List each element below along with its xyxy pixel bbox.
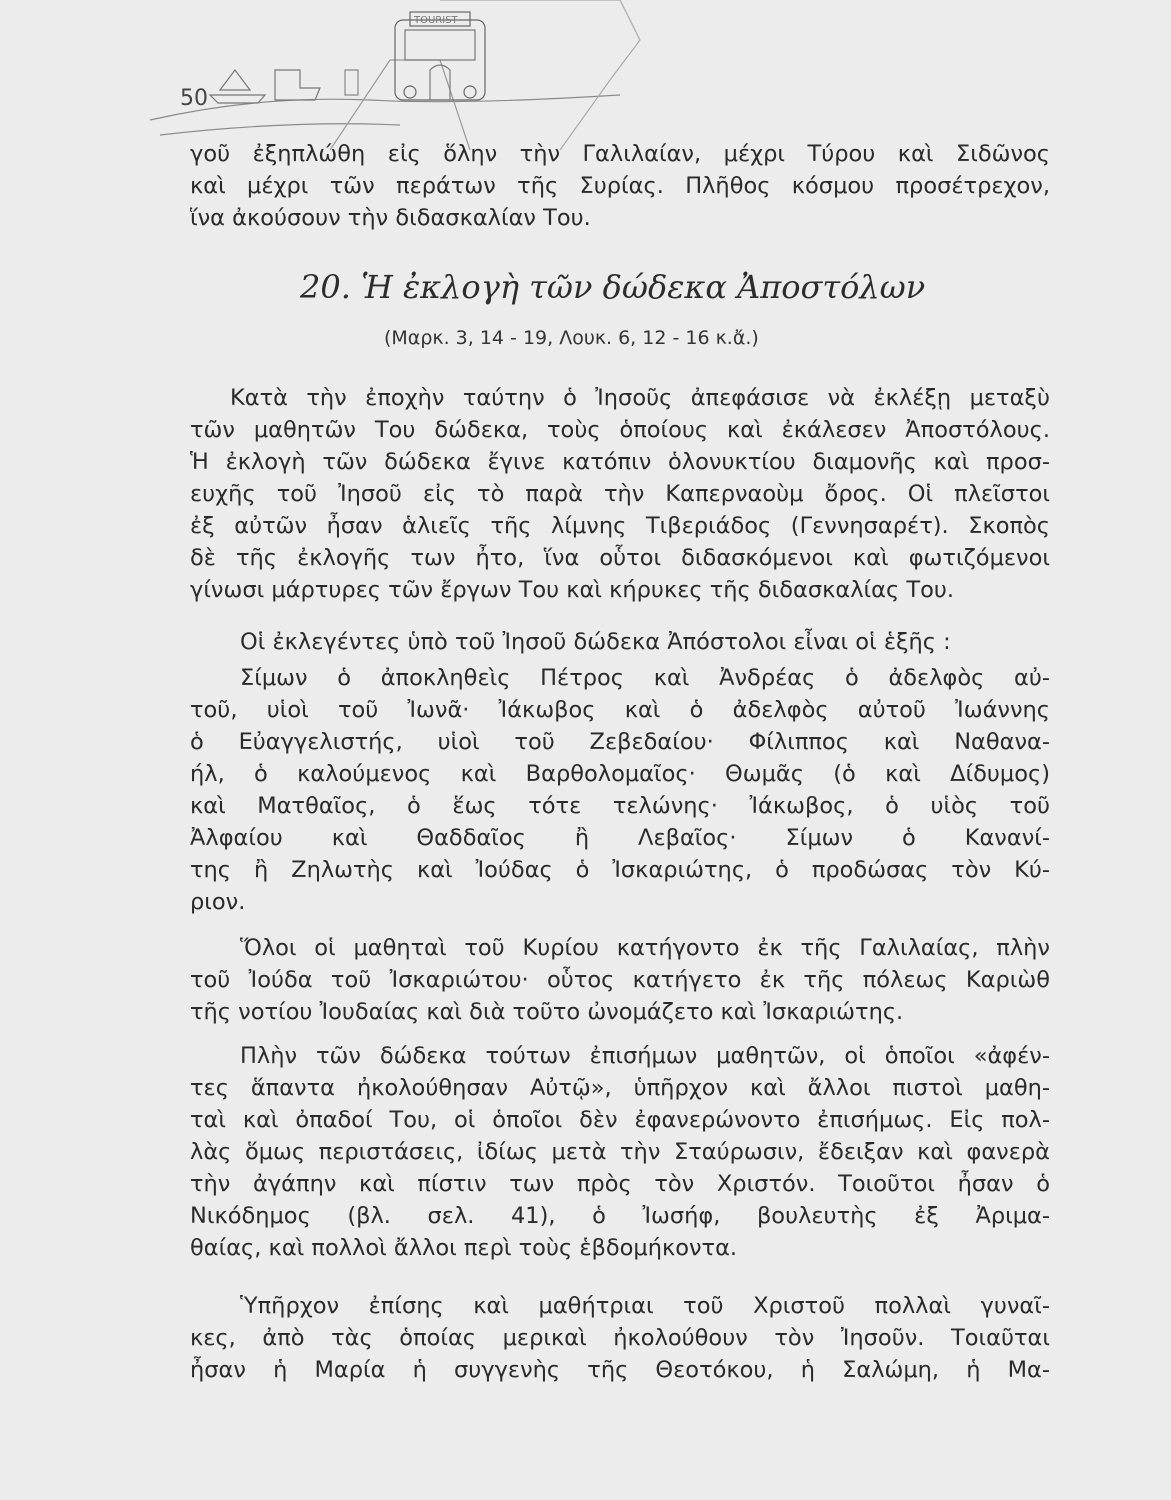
text-line: λὰς ὅμως περιστάσεις, ἰδίως μετὰ τὴν Σταύρωσιν, ἔδειξαν καὶ φανερὰ [190,1139,1050,1165]
paragraph-women-disciples [190,1290,1050,1386]
pencil-sketch-illustration [140,0,660,160]
text-line: ταὶ καὶ ὀπαδοί Του, οἱ ὁποῖοι δὲν ἐφανερώνοντο ἐπισήμως. Εἰς πολ- [190,1107,1050,1133]
paragraph-galilee [190,932,1050,1028]
text-line: τοῦ, υἱοὶ τοῦ Ἰωνᾶ· Ἰάκωβος καὶ ὁ ἀδελφὸς αὐτοῦ Ἰωάννης [190,697,1050,723]
text-line: Ἡ ἐκλογὴ τῶν δώδεκα ἔγινε κατόπιν ὁλονυκτίου διαμονῆς καὶ προσ- [190,449,1050,475]
text-line: ριον. [190,889,246,915]
text-line: Σίμων ὁ ἀποκληθεὶς Πέτρος καὶ Ἀνδρέας ὁ ἀδελφὸς αὐ- [240,665,1050,691]
text-line: τὴν ἀγάπην καὶ πίστιν των πρὸς τὸν Χριστόν. Τοιοῦτοι ἦσαν ὁ [190,1171,1050,1197]
text-line: ἦσαν ἡ Μαρία ἡ συγγενὴς τῆς Θεοτόκου, ἡ Σαλώμη, ἡ Μα- [190,1357,1050,1383]
text-line: ἵνα ἀκούσουν τὴν διδασκαλίαν Του. [190,205,591,231]
text-line: Πλὴν τῶν δώδεκα τούτων ἐπισήμων μαθητῶν, οἱ ὁποῖοι «ἀφέν- [240,1043,1050,1069]
paragraph-apostles-intro [190,626,1050,658]
paragraph-other-disciples [190,1040,1050,1264]
text-line: δὲ τῆς ἐκλογῆς των ἦτο, ἵνα οὗτοι διδασκόμενοι καὶ φωτιζόμενοι [190,545,1050,571]
text-line: γίνωσι μάρτυρες τῶν ἔργων Του καὶ κήρυκες τῆς διδασκαλίας Του. [190,577,955,603]
section-title: 20. Ἡ ἐκλογὴ τῶν δώδεκα Ἀποστόλων [300,268,926,306]
text-line: Οἱ ἐκλεγέντες ὑπὸ τοῦ Ἰησοῦ δώδεκα Ἀπόστολοι εἶναι οἱ ἑξῆς : [240,629,951,655]
text-line: θαίας, καὶ πολλοὶ ἄλλοι περὶ τοὺς ἑβδομήκοντα. [190,1235,738,1261]
text-line: Ὑπῆρχον ἐπίσης καὶ μαθήτριαι τοῦ Χριστοῦ πολλαὶ γυναῖ- [240,1293,1050,1319]
text-line: τῶν μαθητῶν Του δώδεκα, τοὺς ὁποίους καὶ ἐκάλεσεν Ἀποστόλους. [190,417,1050,443]
text-line: Κατὰ τὴν ἐποχὴν ταύτην ὁ Ἰησοῦς ἀπεφάσισε νὰ ἐκλέξῃ μεταξὺ [230,385,1050,411]
text-line: γοῦ ἐξηπλώθη εἰς ὅλην τὴν Γαλιλαίαν, μέχρι Τύρου καὶ Σιδῶνος [190,141,1050,167]
text-line: ἐξ αὐτῶν ἦσαν ἁλιεῖς τῆς λίμνης Τιβεριάδος (Γεννησαρέτ). Σκοπὸς [190,513,1050,539]
sketch-sign-text: TOURIST [414,15,458,26]
text-line: κες, ἀπὸ τὰς ὁποίας μερικαὶ ἠκολούθουν τὸν Ἰησοῦν. Τοιαῦται [190,1325,1050,1351]
text-line: Νικόδημος (βλ. σελ. 41), ὁ Ἰωσήφ, βουλευτὴς ἐξ Ἀριμα- [190,1203,1050,1229]
text-line: ήλ, ὁ καλούμενος καὶ Βαρθολομαῖος· Θωμᾶς (ὁ καὶ Δίδυμος) [190,761,1050,787]
text-line: Ὅλοι οἱ μαθηταὶ τοῦ Κυρίου κατήγοντο ἐκ τῆς Γαλιλαίας, πλὴν [240,935,1050,961]
text-line: καὶ Ματθαῖος, ὁ ἕως τότε τελώνης· Ἰάκωβος, ὁ υἱὸς τοῦ [190,793,1050,819]
section-references: (Μαρκ. 3, 14 - 19, Λουκ. 6, 12 - 16 κ.ἄ.) [384,327,759,349]
intro-paragraph [190,138,1050,234]
text-line: Ἀλφαίου καὶ Θαδδαῖος ἢ Λεβαῖος· Σίμων ὁ Κανανί- [190,825,1050,851]
text-line: της ἢ Ζηλωτὴς καὶ Ἰούδας ὁ Ἰσκαριώτης, ὁ προδώσας τὸν Κύ- [190,857,1050,883]
paragraph-election [190,382,1050,606]
text-line: τοῦ Ἰούδα τοῦ Ἰσκαριώτου· οὗτος κατήγετο ἐκ τῆς πόλεως Καριὼθ [190,967,1050,993]
text-line: τῆς νοτίου Ἰουδαίας καὶ διὰ τοῦτο ὠνομάζετο καὶ Ἰσκαριώτης. [190,999,904,1025]
text-line: ευχῆς τοῦ Ἰησοῦ εἰς τὸ παρὰ τὴν Καπερναοὺμ ὄρος. Οἱ πλεῖστοι [190,481,1050,507]
text-line: καὶ μέχρι τῶν περάτων τῆς Συρίας. Πλῆθος κόσμου προσέτρεχον, [190,173,1050,199]
paragraph-apostles-list [190,662,1050,918]
page-number: 50 [180,86,208,111]
text-line: ὁ Εὐαγγελιστής, υἱοὶ τοῦ Ζεβεδαίου· Φίλιππος καὶ Ναθανα- [190,729,1050,755]
text-line: τες ἅπαντα ἠκολούθησαν Αὐτῷ», ὑπῆρχον καὶ ἄλλοι πιστοὶ μαθη- [190,1075,1050,1101]
